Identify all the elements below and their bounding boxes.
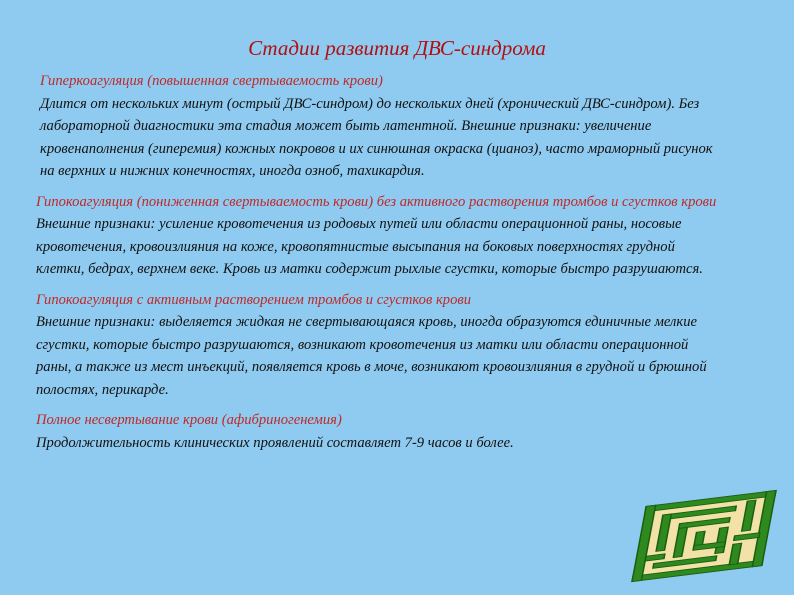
slide-title: Стадии развития ДВС-синдрома <box>248 36 546 60</box>
slide-body <box>36 70 726 462</box>
stage-1-heading: Гиперкоагуляция (повышенная свертываемость крови) <box>40 73 383 89</box>
stage-3 <box>36 289 726 402</box>
stage-4-heading: Полное несвертывание крови (афибриногенемия) <box>36 412 342 428</box>
stage-3-text: Внешние признаки: выделяется жидкая не свертывающаяся кровь, иногда образуются единичные мелкие сгустки, которые быстро разрушаются, возникают кровотечения из матки или области операционной раны, а также из мест инъекций, появляется кровь в моче, возникают кровоизлияния в грудной и брюшной полостях, перикарде. <box>36 314 707 398</box>
maze-icon <box>622 482 786 590</box>
stage-1 <box>36 70 726 183</box>
stage-2-heading: Гипокоагуляция (пониженная свертываемость крови) без активного растворения тромбов и сгустков крови <box>36 193 717 210</box>
stage-1-text: Длится от нескольких минут (острый ДВС-синдром) до нескольких дней (хронический ДВС-синдром). Без лабораторной диагностики эта стадия может быть латентной. Внешние признаки: увеличение кровенаполнения (гиперемия) кожных покровов и их синюшная окраска (цианоз), часто мраморный рисунок на верхних и нижних конечностях, иногда озноб, тахикардия. <box>40 95 713 179</box>
stage-2-text: Внешние признаки: усиление кровотечения из родовых путей или области операционной раны, носовые кровотечения, кровоизлияния на коже, кровопятнистые высыпания на боковых поверхностях грудной клетки, бедрах, верхнем веке. Кровь из матки содержит рыхлые сгустки, которые быстро разрушаются. <box>36 216 703 277</box>
stage-4 <box>36 409 726 454</box>
stage-3-heading: Гипокоагуляция с активным растворением тромбов и сгустков крови <box>36 291 472 308</box>
stage-2 <box>36 191 726 281</box>
stage-4-text: Продолжительность клинических проявлений составляет 7-9 часов и более. <box>36 434 514 451</box>
